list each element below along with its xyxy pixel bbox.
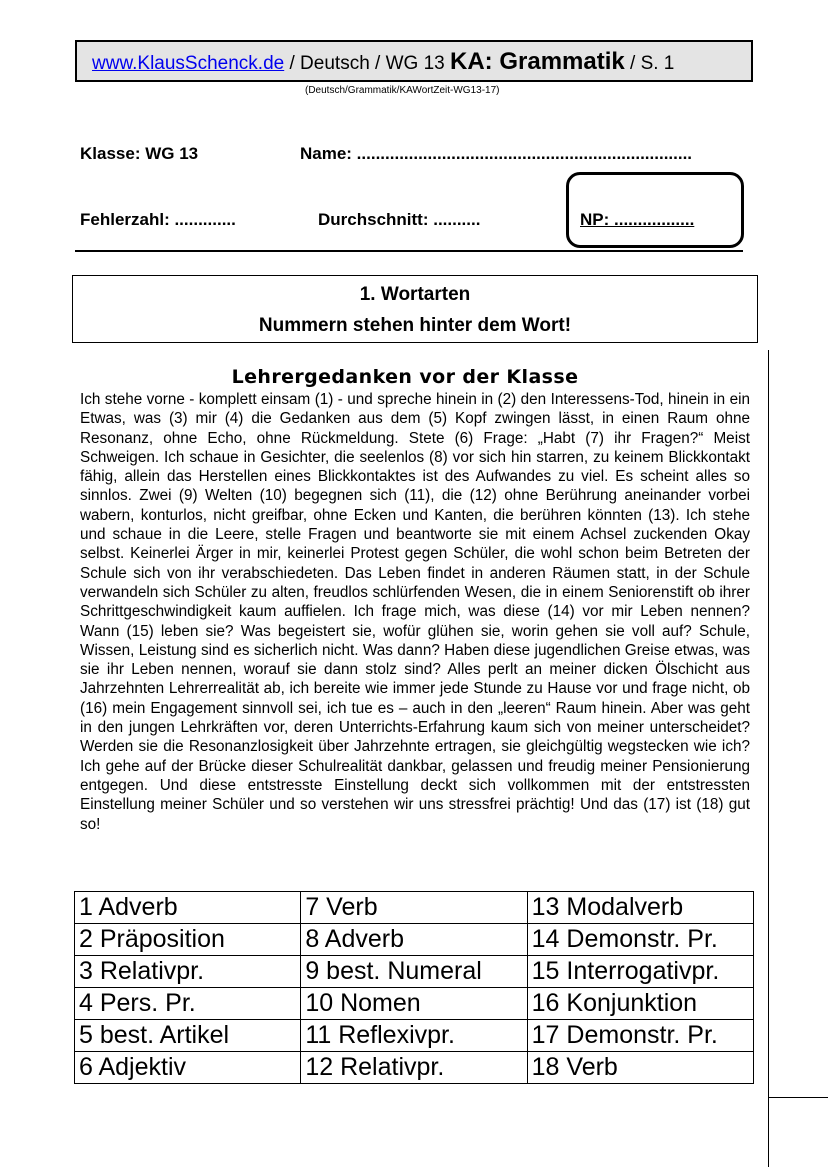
table-cell: 12 Relativpr.: [301, 1052, 527, 1084]
task-subtitle: Nummern stehen hinter dem Wort!: [258, 315, 572, 336]
table-cell: 13 Modalverb: [527, 892, 753, 924]
task-title: 1. Wortarten: [359, 284, 471, 305]
story-text: Ich stehe vorne - komplett einsam (1) - und spreche hinein in (2) den Interessens-Tod, hinein in ein Etwas, was (3) mir (4) die Gedanken aus dem (5) Kopf zwingen lässt, in einen Raum ohne Resonanz, ohne Echo, ohne Rückmeldung. Stete (6) Frage: „Habt (7) ihr Fragen?“ Meist Schweigen. Ich schaue in Gesichter, die seelenlos (8) vor sich hin starren, zu keinem Blickkontakt fähig, allein das Herstellen eines Blickkontaktes ist des Aufwandes zu viel. Es scheint alles so sinnlos. Zwei (9) Welten (10) begegnen sich (11), die (12) ohne Berührung aneinander vorbei wabern, konturlos, nicht greifbar, ohne Ecken und Kanten, die berühren könnten (13). Ich stehe und schaue in die Leere, stelle Fragen und beantworte sie mit einem Achsel zuckenden Okay selbst. Keinerlei Ärger in mir, keinerlei Protest gegen Schüler, die wohl schon beim Betreten der Schule sich von ihr verabschiedeten. Das Leben findet in anderen Räumen statt, in der Schule verwandeln sich Schüler zu alten, freudlos schlürfenden Wesen, die in einem Seniorenstift ob ihrer Schrittgeschwindigkeit kaum auffielen. Ich frage mich, was diese (14) vor mir Leben nennen? Wann (15) leben sie? Was begeistert sie, wofür glühen sie, worin gehen sie voll auf? Schule, Wissen, Leistung sind es sicherlich nicht. Was dann? Haben diese jugendlichen Greise etwas, was sie ihr Leben nennen, worauf sie dann stolz sind? Alles perlt an meiner dicken Ölschicht aus Jahrzehnten Lehrerrealität ab, ich bereite wie immer jede Stunde zu Hause vor und frage nicht, ob (16) mein Engagement sinnvoll sei, ich tue es – auch in den „leeren“ Raum hinein. Aber was geht in den jungen Lehrkräften vor, deren Unterrichts-Erfahrung kaum sich von meiner unterscheidet? Werden sie die Resonanzlosigkeit über Jahrzehnte ertragen, sie gleichgültig wegstecken wie ich? Ich gehe auf der Brücke dieser Schulrealität dankbar, gelassen und freudig meiner Pensionierung entgegen. Und diese entstresste Einstellung deckt sich vollkommen mit der entstressten Einstellung meiner Schüler und so verstehen wir uns stressfrei prächtig! Und das (17) ist (18) gut so!: [80, 391, 750, 833]
table-cell: 5 best. Artikel: [75, 1020, 301, 1052]
table-cell: 17 Demonstr. Pr.: [527, 1020, 753, 1052]
table-cell: 6 Adjektiv: [75, 1052, 301, 1084]
table-cell: 16 Konjunktion: [527, 988, 753, 1020]
file-path: (Deutsch/Grammatik/KAWortZeit-WG13-17): [305, 85, 500, 96]
klasse-field: Klasse: WG 13: [80, 144, 199, 163]
table-cell: 10 Nomen: [301, 988, 527, 1020]
table-cell: 14 Demonstr. Pr.: [527, 924, 753, 956]
np-field[interactable]: NP: .................: [580, 210, 695, 229]
table-cell: 2 Präposition: [75, 924, 301, 956]
website-link[interactable]: www.KlausSchenck.de: [92, 53, 285, 74]
table-row: [75, 924, 754, 956]
header-class: / WG 13: [375, 53, 445, 74]
table-cell: 18 Verb: [527, 1052, 753, 1084]
margin-tick: [768, 1097, 828, 1098]
table-cell: 11 Reflexivpr.: [301, 1020, 527, 1052]
story-title: Lehrergedanken vor der Klasse: [231, 366, 579, 388]
header-ka-title: KA: Grammatik: [450, 48, 625, 75]
table-cell: 7 Verb: [301, 892, 527, 924]
table-row: [75, 1020, 754, 1052]
table-cell: 9 best. Numeral: [301, 956, 527, 988]
header-subject: / Deutsch: [289, 53, 370, 74]
divider: [75, 250, 743, 252]
table-cell: 1 Adverb: [75, 892, 301, 924]
table-cell: 3 Relativpr.: [75, 956, 301, 988]
name-field[interactable]: Name: .......................................................................: [300, 144, 693, 163]
table-row: [75, 988, 754, 1020]
table-row: [75, 956, 754, 988]
table-cell: 15 Interrogativpr.: [527, 956, 753, 988]
table-cell: 4 Pers. Pr.: [75, 988, 301, 1020]
answer-table: [74, 891, 754, 1084]
header-page: / S. 1: [630, 53, 675, 74]
header-line: [92, 50, 674, 76]
table-cell: 8 Adverb: [301, 924, 527, 956]
table-row: [75, 892, 754, 924]
table-row: [75, 1052, 754, 1084]
fehlerzahl-field[interactable]: Fehlerzahl: .............: [80, 210, 236, 229]
margin-line: [768, 350, 769, 1167]
durchschnitt-field[interactable]: Durchschnitt: ..........: [318, 210, 481, 229]
